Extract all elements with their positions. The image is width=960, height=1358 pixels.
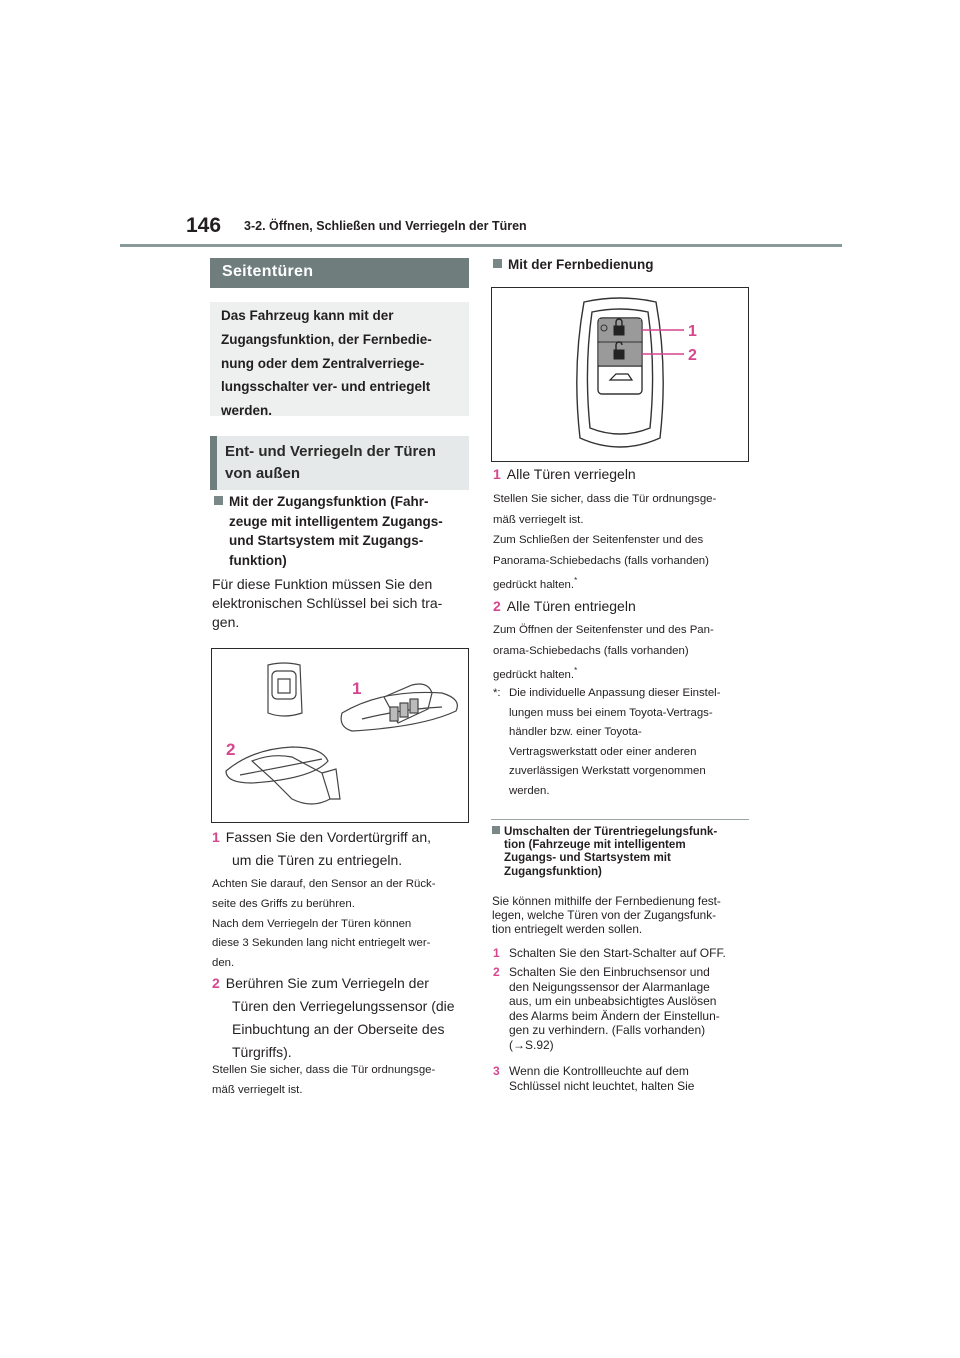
subsection-title (225, 441, 465, 485)
section-title: Seitentüren (222, 263, 314, 280)
step-text: Fassen Sie den Vordertürgriff an, (225, 829, 431, 845)
step-number: 1 (493, 466, 501, 482)
step-text: Schlüssel nicht leuchtet, halten Sie (509, 1078, 695, 1093)
note-line: Stellen Sie sicher, dass die Tür ordnungsge- (493, 493, 717, 505)
bullet-heading-remote (493, 255, 749, 275)
left-step2-note (212, 1061, 474, 1100)
left-step-1 (212, 826, 472, 872)
intro-line: werden. (221, 403, 273, 419)
bullet-text: Mit der Fernbedienung (508, 257, 654, 272)
note-line: Panorama-Schiebedachs (falls vorhanden) (493, 554, 709, 567)
right-step-2 (493, 595, 755, 618)
step-text: (→S.92) (509, 1037, 554, 1052)
note-line: orama-Schiebedachs (falls vorhanden) (493, 644, 689, 657)
asterisk-mark: * (574, 666, 578, 675)
left-step1-note (212, 875, 474, 974)
step-text: aus, um ein unbeabsichtigtes Auslösen (509, 994, 717, 1008)
note-line: gedrückt halten. (493, 578, 575, 591)
step-text: Türen den Verriegelungssensor (die (232, 998, 455, 1014)
note-line: Achten Sie darauf, den Sensor an der Rück- (212, 878, 436, 890)
section-title-bar (210, 258, 469, 288)
intro-line: nung oder dem Zentralverriege- (221, 355, 425, 371)
remote-key-drawing (492, 288, 748, 461)
bullet-line: Mit der Zugangsfunktion (Fahr- (229, 494, 429, 509)
body-line: tion entriegelt werden sollen. (492, 922, 643, 937)
subsection-title-bar (210, 436, 469, 490)
step-number: 1 (493, 946, 500, 960)
note-line: diese 3 Sekunden lang nicht entriegelt wer- (212, 937, 431, 950)
note-line: Stellen Sie sicher, dass die Tür ordnungsge- (212, 1064, 436, 1076)
note-line: gedrückt halten. (493, 668, 575, 681)
note-line: den. (212, 957, 235, 970)
door-handle-drawing (212, 649, 468, 822)
subsection-line: Ent- und Verriegeln der Türen (225, 443, 436, 460)
door-handle-illustration (211, 648, 469, 823)
footnote-line: Vertragswerkstatt oder einer anderen (509, 745, 697, 758)
square-bullet-icon (492, 826, 500, 834)
bullet-line: und Startsystem mit Zugangs- (229, 533, 424, 548)
step-text: Alle Türen verriegeln (506, 466, 636, 482)
figure-label-2: 2 (688, 347, 697, 364)
step-text: gen zu verhindern. (Falls vorhanden) (509, 1023, 706, 1037)
right-step-1 (493, 463, 755, 486)
step-text: Schalten Sie den Einbruchsensor und (509, 965, 710, 979)
step-number: 2 (212, 975, 220, 991)
right-step1-note (493, 489, 755, 595)
step-text: um die Türen zu entriegeln. (232, 852, 403, 868)
asterisk-mark: * (574, 576, 578, 585)
note-line: Zum Schließen der Seitenfenster und des (493, 534, 704, 546)
intro-box (210, 302, 469, 419)
bullet3-body (492, 894, 754, 937)
bullet-line: Umschalten der Türentriegelungsfunk- (504, 825, 718, 838)
footnote-line: händler bzw. einer Toyota- (509, 726, 642, 739)
key-fob-panel (272, 671, 296, 699)
step-text: Wenn die Kontrollleuchte auf dem (509, 1064, 689, 1078)
right-small-step-2 (493, 965, 755, 1055)
step-text: Berühren Sie zum Verriegeln der (225, 975, 429, 991)
note-line: mäß verriegelt ist. (493, 513, 584, 526)
figure-label-1: 1 (352, 679, 362, 698)
bullet-heading-unlock-switch (492, 825, 754, 878)
square-bullet-icon (214, 496, 223, 505)
lower-door-handle (226, 747, 328, 783)
step-text: den Neigungssensor der Alarmanlage (509, 979, 710, 994)
intro-line: lungsschalter ver- und entriegelt (221, 379, 431, 395)
body-line: Sie können mithilfe der Fernbedienung fest- (492, 894, 721, 908)
subsection-line: von außen (225, 465, 301, 482)
bullet-line: funktion) (229, 552, 287, 568)
step-number: 1 (212, 829, 220, 845)
right-small-step-3 (493, 1064, 755, 1096)
header-rule (120, 244, 842, 247)
step-number: 2 (493, 965, 500, 979)
step-text: des Alarms beim Ändern der Einstellun- (509, 1008, 720, 1023)
right-step2-note (493, 620, 755, 685)
note-line: Nach dem Verriegeln der Türen können (212, 917, 412, 930)
figure-label-2: 2 (226, 740, 236, 759)
right-small-step-1 (493, 946, 755, 962)
step-text: Schalten Sie den Start-Schalter auf OFF. (509, 946, 726, 960)
body-line: elektronischen Schlüssel bei sich tra- (212, 595, 443, 611)
body-line: Für diese Funktion müssen Sie den (212, 576, 433, 592)
footnote-line: zuverlässigen Werkstatt vorgenommen (509, 765, 706, 778)
bullet-line: Zugangs- und Startsystem mit (504, 851, 671, 865)
body-line: gen. (212, 614, 240, 630)
divider (491, 819, 749, 820)
step-text: Einbuchtung an der Oberseite des (232, 1021, 445, 1037)
bullet-line: zeuge mit intelligentem Zugangs- (229, 513, 443, 529)
note-line: seite des Griffs zu berühren. (212, 897, 355, 910)
square-bullet-icon (493, 259, 502, 268)
page-number: 146 (186, 214, 222, 237)
bullet1-body (212, 575, 472, 632)
intro-text (221, 304, 463, 423)
remote-key-illustration (491, 287, 749, 462)
step-text: Türgriffs). (232, 1044, 292, 1060)
left-step-2 (212, 972, 474, 1064)
step-number: 2 (493, 598, 501, 614)
footnote-line: Die individuelle Anpassung dieser Einstel- (509, 687, 721, 699)
figure-label-1: 1 (688, 323, 697, 340)
bullet-heading-access-function (214, 492, 470, 570)
footnote (493, 684, 755, 802)
bullet-line: tion (Fahrzeuge mit intelligentem (504, 838, 686, 852)
note-line: mäß verriegelt ist. (212, 1083, 303, 1096)
running-header: 3-2. Öffnen, Schließen und Verriegeln der Türen (244, 219, 527, 233)
footnote-mark: *: (493, 687, 501, 699)
bullet-line: Zugangsfunktion) (504, 864, 602, 878)
footnote-line: werden. (509, 784, 550, 797)
body-line: legen, welche Türen von der Zugangsfunk- (492, 908, 717, 923)
note-line: Zum Öffnen der Seitenfenster und des Pan- (493, 624, 714, 636)
step-text: Alle Türen entriegeln (506, 598, 636, 614)
step-number: 3 (493, 1064, 500, 1078)
intro-line: Das Fahrzeug kann mit der (221, 308, 394, 323)
intro-line: Zugangsfunktion, der Fernbedie- (221, 331, 432, 347)
footnote-line: lungen muss bei einem Toyota-Vertrags- (509, 706, 713, 719)
